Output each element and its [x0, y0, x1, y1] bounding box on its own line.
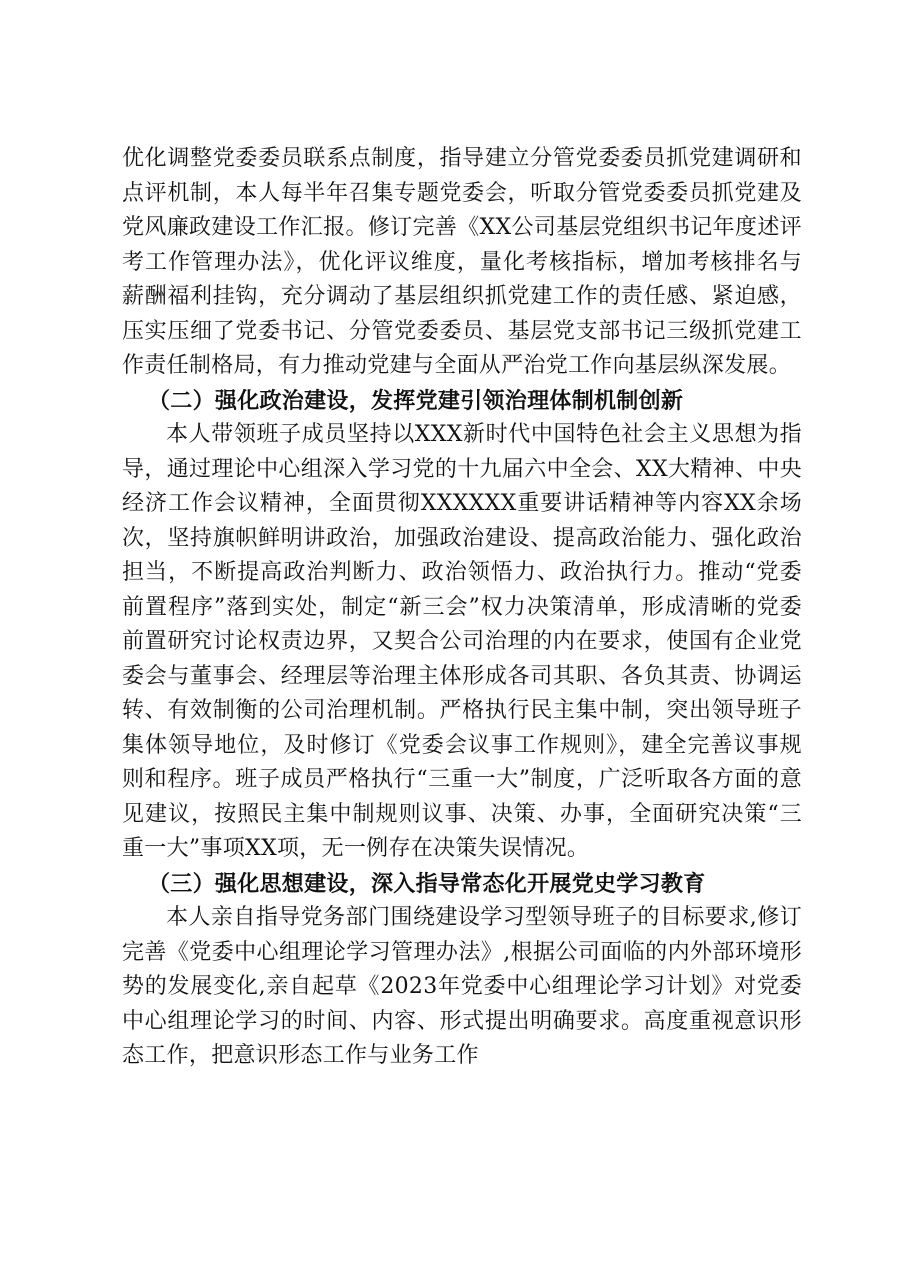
- document-body: [122, 142, 802, 1074]
- section-heading-2: （二）强化政治建设，发挥党建引领治理体制机制创新: [148, 387, 684, 414]
- body-paragraph-1: 优化调整党委委员联系点制度，指导建立分管党委委员抓党建调研和点评机制，本人每半年召集专题党委会，听取分管党委委员抓党建及党风廉政建设工作汇报。修订完善《XX公司基层党组织书记年度述评考工作管理办法》，优化评议维度，量化考核指标，增加考核排名与薪酬福利挂钩，充分调动了基层组织抓党建工作的责任感、紧迫感，压实压细了党委书记、分管党委委员、基层党支部书记三级抓党建工作责任制格局，有力推动党建与全面从严治党工作向基层纵深发展。: [122, 146, 802, 378]
- body-paragraph-2: 本人带领班子成员坚持以XXX新时代中国特色社会主义思想为指导，通过理论中心组深入学习党的十九届六中全会、XX大精神、中央经济工作会议精神，全面贯彻XXXXXX重要讲话精神等内容XX余场次，坚持旗帜鲜明讲政治，加强政治建设、提高政治能力、强化政治担当，不断提高政治判断力、政治领悟力、政治执行力。推动“党委前置程序”落到实处，制定“新三会”权力决策清单，形成清晰的党委前置研究讨论权责边界，又契合公司治理的内在要求，使国有企业党委会与董事会、经理层等治理主体形成各司其职、各负其责、协调运转、有效制衡的公司治理机制。严格执行民主集中制，突出领导班子集体领导地位，及时修订《党委会议事工作规则》，建全完善议事规则和程序。班子成员严格执行“三重一大”制度，广泛听取各方面的意见建议，按照民主集中制规则议事、决策、办事，全面研究决策“三重一大”事项XX项，无一例存在决策失误情况。: [122, 422, 802, 861]
- section-heading-3: （三）强化思想建设，深入指导常态化开展党史学习教育: [148, 870, 706, 897]
- body-paragraph-3: 本人亲自指导党务部门围绕建设学习型领导班子的目标要求,修订完善《党委中心组理论学习管理办法》,根据公司面临的内外部环境形势的发展变化,亲自起草《2023年党委中心组理论学习计划》对党委中心组理论学习的时间、内容、形式提出明确要求。高度重视意识形态工作，把意识形态工作与业务工作: [122, 905, 802, 1068]
